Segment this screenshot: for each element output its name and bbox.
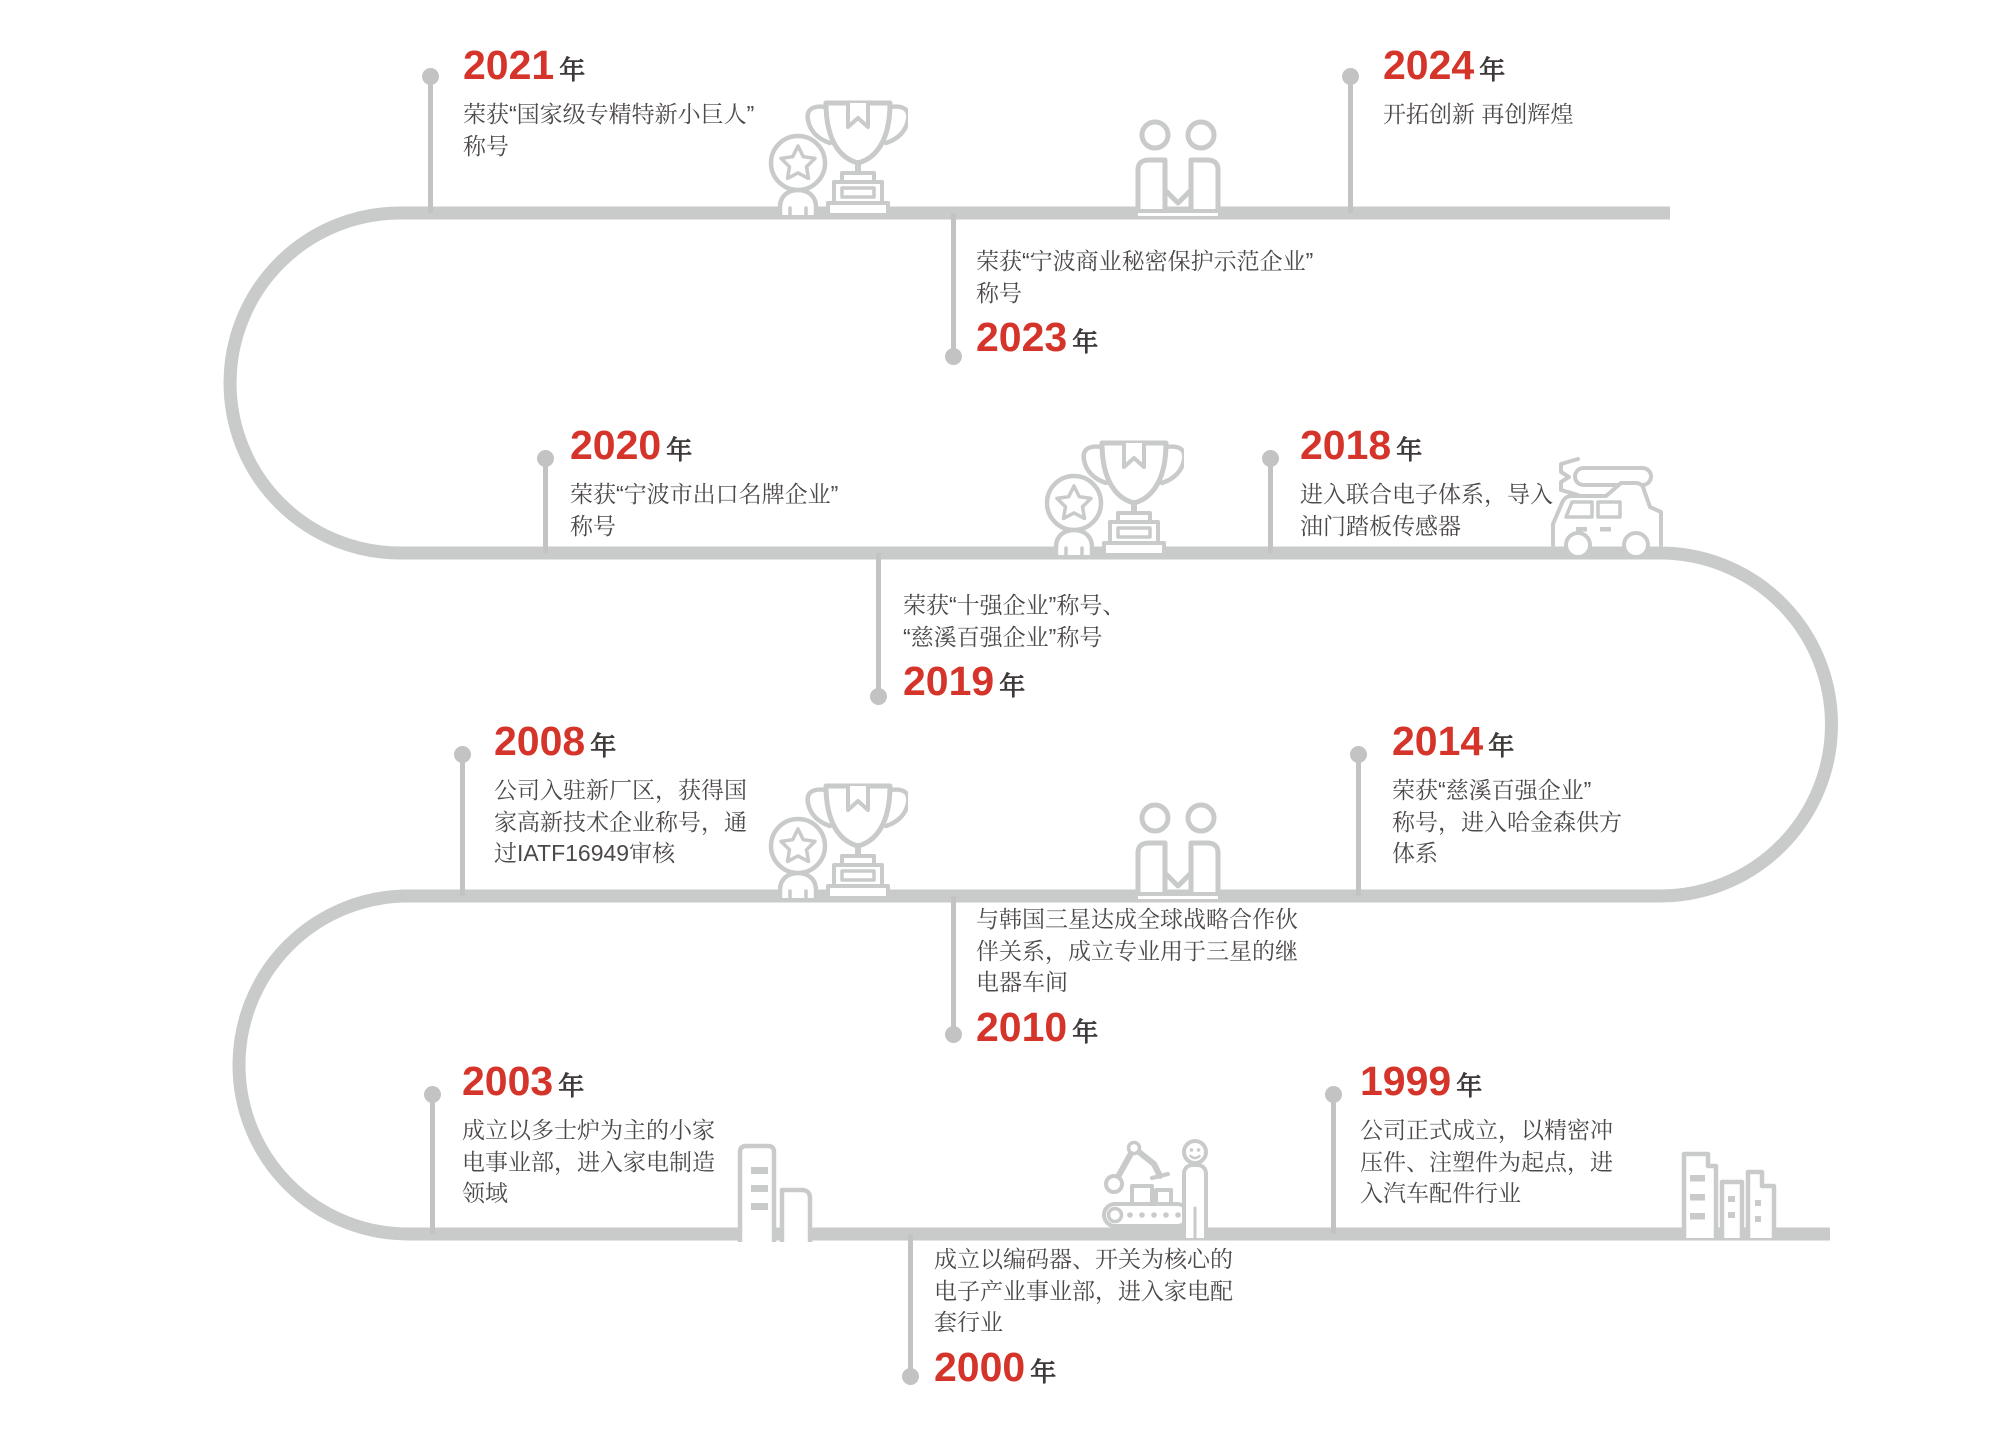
milestone-desc xyxy=(462,1115,715,1210)
desc-line: 称号，进入哈金森供方 xyxy=(1392,808,1622,835)
timeline-dot-2008 xyxy=(454,746,471,763)
milestone-1999 xyxy=(1360,1058,1613,1210)
year-suffix: 年 xyxy=(999,671,1026,701)
desc-line: 称号 xyxy=(570,512,616,539)
desc-line: 荣获“宁波市出口名牌企业” xyxy=(570,481,839,508)
desc-line: 过IATF16949审核 xyxy=(494,840,676,867)
milestone-year xyxy=(462,1058,715,1105)
timeline-dot-2014 xyxy=(1350,746,1367,763)
milestone-2023 xyxy=(976,246,1313,361)
milestone-2019 xyxy=(903,590,1125,705)
milestone-2021 xyxy=(463,42,754,162)
timeline-stem-2010 xyxy=(951,896,956,1034)
robot-conveyor-icon xyxy=(1098,1126,1216,1238)
desc-line: 进入联合电子体系，导入 xyxy=(1300,481,1553,508)
trophy-medal-icon xyxy=(768,97,908,217)
desc-line: 公司正式成立，以精密冲 xyxy=(1360,1117,1613,1144)
milestone-2003 xyxy=(462,1058,715,1210)
timeline-dot-2021 xyxy=(422,68,439,85)
year-text: 2023 xyxy=(976,314,1068,360)
milestone-2020 xyxy=(570,422,838,542)
timeline-stem-2014 xyxy=(1356,754,1361,896)
timeline-stem-2019 xyxy=(876,553,881,696)
timeline-stem-2008 xyxy=(460,754,465,896)
milestone-year xyxy=(494,718,747,765)
timeline-dot-2023 xyxy=(945,348,962,365)
year-text: 2003 xyxy=(462,1058,554,1104)
timeline-stem-2000 xyxy=(908,1234,913,1376)
year-suffix: 年 xyxy=(1456,1071,1483,1101)
year-text: 1999 xyxy=(1360,1058,1452,1104)
timeline-stem-2003 xyxy=(430,1094,435,1234)
year-suffix: 年 xyxy=(1488,731,1515,761)
milestone-desc xyxy=(1360,1115,1613,1210)
desc-line: 称号 xyxy=(976,279,1022,306)
year-text: 2014 xyxy=(1392,718,1484,764)
year-suffix: 年 xyxy=(1030,1356,1057,1387)
milestone-year xyxy=(903,658,1125,705)
year-suffix: 年 xyxy=(1072,327,1099,357)
desc-line: 荣获“国家级专精特新小巨人” xyxy=(463,101,755,128)
milestone-desc xyxy=(976,904,1298,999)
desc-line: 套行业 xyxy=(934,1309,1003,1335)
timeline-stem-2020 xyxy=(543,458,548,553)
timeline-dot-2000 xyxy=(902,1368,919,1385)
year-text: 2010 xyxy=(976,1003,1068,1050)
desc-line: 电子产业事业部，进入家电配 xyxy=(934,1277,1233,1304)
desc-line: “慈溪百强企业”称号 xyxy=(903,623,1103,650)
factory-building-icon xyxy=(722,1140,818,1242)
year-text: 2021 xyxy=(463,42,555,88)
milestone-2008 xyxy=(494,718,747,870)
year-suffix: 年 xyxy=(1479,55,1506,85)
timeline-dot-2010 xyxy=(945,1026,962,1043)
year-text: 2020 xyxy=(570,422,662,468)
year-suffix: 年 xyxy=(590,731,617,761)
milestone-desc xyxy=(1392,775,1622,870)
desc-line: 公司入驻新厂区，获得国 xyxy=(494,777,747,804)
milestone-desc xyxy=(903,590,1125,653)
year-suffix: 年 xyxy=(1396,435,1423,465)
milestone-desc xyxy=(1383,99,1573,131)
milestone-2014 xyxy=(1392,718,1622,870)
timeline-stem-2024 xyxy=(1348,76,1353,213)
milestone-year xyxy=(1300,422,1553,469)
desc-line: 荣获“慈溪百强企业” xyxy=(1392,777,1592,804)
milestone-desc xyxy=(934,1244,1233,1339)
year-suffix: 年 xyxy=(558,1071,585,1101)
milestone-2024 xyxy=(1383,42,1573,131)
milestone-2010 xyxy=(976,904,1298,1051)
desc-line: 入汽车配件行业 xyxy=(1360,1180,1521,1207)
desc-line: 伴关系，成立专业用于三星的继 xyxy=(976,937,1298,964)
timeline-dot-2003 xyxy=(424,1086,441,1103)
desc-line: 体系 xyxy=(1392,840,1438,867)
year-text: 2018 xyxy=(1300,422,1392,468)
timeline-stem-2023 xyxy=(951,213,956,356)
year-suffix: 年 xyxy=(1072,1016,1099,1047)
year-text: 2024 xyxy=(1383,42,1475,88)
desc-line: 开拓创新 再创辉煌 xyxy=(1383,101,1574,128)
desc-line: 油门踏板传感器 xyxy=(1300,512,1461,539)
timeline-dot-2020 xyxy=(537,450,554,467)
milestone-year xyxy=(934,1344,1233,1391)
milestone-desc xyxy=(976,246,1313,309)
milestone-desc xyxy=(494,775,747,870)
timeline-stem-2018 xyxy=(1268,458,1273,553)
year-suffix: 年 xyxy=(666,435,693,465)
year-text: 2008 xyxy=(494,718,586,764)
milestone-2000 xyxy=(934,1244,1233,1391)
milestone-year xyxy=(1392,718,1622,765)
year-text: 2000 xyxy=(934,1343,1026,1390)
milestone-year xyxy=(570,422,838,469)
desc-line: 压件、注塑件为起点，进 xyxy=(1360,1148,1613,1175)
handshake-people-icon xyxy=(1128,801,1228,901)
milestone-desc xyxy=(463,99,754,162)
milestone-desc xyxy=(1300,479,1553,542)
desc-line: 领域 xyxy=(462,1180,508,1207)
milestone-desc xyxy=(570,479,838,542)
timeline-dot-1999 xyxy=(1325,1086,1342,1103)
timeline-stem-1999 xyxy=(1331,1094,1336,1234)
timeline-dot-2024 xyxy=(1342,68,1359,85)
desc-line: 电事业部，进入家电制造 xyxy=(462,1148,715,1175)
year-suffix: 年 xyxy=(559,55,586,85)
desc-line: 荣获“十强企业”称号、 xyxy=(903,592,1126,618)
milestone-2018 xyxy=(1300,422,1553,542)
desc-line: 与韩国三星达成全球战略合作伙 xyxy=(976,906,1298,932)
desc-line: 电器车间 xyxy=(976,969,1068,995)
milestone-year xyxy=(976,1004,1298,1051)
milestone-year xyxy=(463,42,754,89)
desc-line: 成立以多士炉为主的小家 xyxy=(462,1117,715,1144)
milestone-year xyxy=(1383,42,1573,89)
handshake-people-icon xyxy=(1128,118,1228,218)
trophy-medal-icon xyxy=(768,780,908,900)
car-wrench-icon xyxy=(1548,451,1668,557)
desc-line: 荣获“宁波商业秘密保护示范企业” xyxy=(976,248,1314,274)
desc-line: 称号 xyxy=(463,132,509,159)
timeline-stem-2021 xyxy=(428,76,433,213)
timeline-dot-2019 xyxy=(870,688,887,705)
trophy-medal-icon xyxy=(1044,437,1184,557)
milestone-year xyxy=(976,314,1313,361)
desc-line: 家高新技术企业称号，通 xyxy=(494,808,747,835)
city-buildings-icon xyxy=(1674,1146,1786,1238)
year-text: 2019 xyxy=(903,658,995,704)
desc-line: 成立以编码器、开关为核心的 xyxy=(934,1246,1233,1272)
milestone-year xyxy=(1360,1058,1613,1105)
timeline-dot-2018 xyxy=(1262,450,1279,467)
